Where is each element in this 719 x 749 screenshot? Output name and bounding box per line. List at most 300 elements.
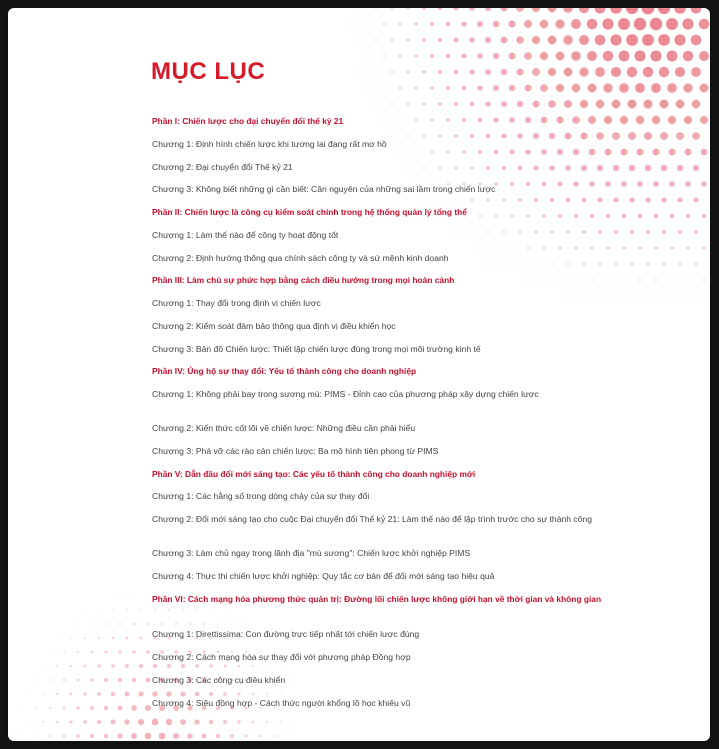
halftone-dot [145,733,151,739]
halftone-dot [56,721,59,724]
halftone-dot [77,651,79,653]
halftone-dot [661,197,666,202]
toc-chapter: Chương 2: Đổi mới sáng tạo cho cuộc Đại chuyển đổi Thế kỷ 21: Làm thế nào để lập trình trước cho sự thành công [152,514,593,524]
halftone-dot [663,295,665,297]
halftone-dot [430,86,434,90]
halftone-dot [415,87,418,90]
halftone-dot [541,149,547,155]
halftone-dot [494,150,498,154]
halftone-dot [603,83,612,92]
halftone-dot [516,36,523,43]
halftone-dot [501,37,508,44]
toc-chapter: Chương 1: Không phải bay trong sương mù: PIMS - Đỉnh cao của phương pháp xây dựng chiến lược [152,389,539,399]
halftone-dot [375,8,377,9]
halftone-dot [590,246,593,249]
halftone-dot [495,247,497,249]
halftone-dot [651,83,661,93]
halftone-dot [438,38,442,42]
halftone-dot [571,51,580,60]
halftone-dot [49,707,51,709]
toc-part: Phần IV: Ủng hộ sự thay đổi: Yếu tố thành công cho doanh nghiệp [152,366,417,376]
halftone-dot [76,706,79,709]
halftone-dot [650,18,662,30]
halftone-dot [173,733,179,739]
halftone-dot [622,214,627,219]
halftone-dot [438,102,442,106]
halftone-dot [131,733,137,739]
halftone-dot [28,721,29,722]
halftone-dot [501,8,508,11]
halftone-dot [119,623,121,625]
halftone-dot [98,609,99,610]
halftone-dot [516,68,523,75]
halftone-dot [667,51,678,62]
halftone-dot [383,23,385,25]
halftone-dot [629,197,634,202]
halftone-dot [181,664,185,668]
halftone-dot [556,84,564,92]
halftone-dot [699,19,710,30]
halftone-dot [42,721,44,723]
halftone-dot [676,100,685,109]
halftone-dot [524,84,531,91]
halftone-dot [414,22,417,25]
halftone-dot [470,134,474,138]
halftone-dot [97,692,101,696]
halftone-dot [231,623,233,625]
halftone-dot [650,50,661,61]
halftone-dot [461,53,466,58]
halftone-dot [166,691,171,696]
halftone-dot [669,181,675,187]
halftone-dot [589,149,596,156]
halftone-dot [575,247,578,250]
halftone-dot [631,263,634,266]
halftone-dot [477,85,482,90]
halftone-dot [56,665,58,667]
halftone-dot [619,83,629,93]
halftone-dot [266,665,268,667]
halftone-dot [488,264,489,265]
halftone-dot [679,295,680,296]
toc-chapter: Chương 1: Direttissima: Con đường trực tiếp nhất tới chiến lược đúng [152,629,420,639]
halftone-dot [35,707,37,709]
halftone-dot [454,102,458,106]
halftone-dot [659,67,669,77]
halftone-dot [223,692,227,696]
halftone-dot [359,8,360,9]
halftone-dot [195,664,199,668]
halftone-dot [571,19,581,29]
halftone-dot [180,691,185,696]
halftone-dot [602,18,613,29]
halftone-dot [430,22,434,26]
toc-chapter: Chương 3: Làm chủ ngay trong lãnh địa "mù sương": Chiến lược khởi nghiệp PIMS [152,548,471,558]
halftone-dot [622,246,625,249]
halftone-dot [105,623,107,625]
halftone-dot [461,21,466,26]
halftone-dot [438,8,442,10]
halftone-dot [244,734,247,737]
halftone-dot [638,246,641,249]
halftone-dot [407,103,409,105]
halftone-dot [621,181,627,187]
halftone-dot [56,637,57,638]
halftone-dot [686,246,689,249]
halftone-dot [674,8,686,14]
halftone-dot [447,151,450,154]
halftone-dot [615,263,618,266]
toc-chapter: Chương 2: Kiến thức cốt lõi về chiến lược: Những điều cần phải hiểu [152,423,416,433]
halftone-dot [28,693,29,694]
halftone-dot [439,199,441,201]
halftone-dot [152,691,157,696]
halftone-dot [508,20,515,27]
toc-chapter: Chương 3: Phá vỡ các rào cản chiến lược: Ba mô hình tiên phong từ PIMS [152,446,439,456]
halftone-dot [77,679,80,682]
halftone-dot [682,18,693,29]
halftone-dot [635,83,645,93]
halftone-dot [280,665,281,666]
halftone-dot [132,650,136,654]
halftone-dot [83,720,87,724]
halftone-dot [555,19,564,28]
halftone-dot [97,720,101,724]
halftone-dot [414,54,417,57]
halftone-dot [209,720,214,725]
halftone-dot [216,734,220,738]
halftone-dot [687,279,689,281]
halftone-dot [502,198,505,201]
halftone-dot [42,693,44,695]
halftone-dot [159,733,166,740]
halftone-dot [501,69,507,75]
halftone-dot [694,230,698,234]
halftone-dot [647,263,650,266]
halftone-dot [166,719,172,725]
halftone-dot [146,678,151,683]
halftone-dot [210,609,211,610]
toc-page [8,8,710,741]
halftone-dot [501,133,506,138]
halftone-dot [685,149,692,156]
halftone-dot [548,36,557,45]
halftone-dot [629,165,635,171]
halftone-dot [367,87,368,88]
halftone-dot [691,8,702,13]
halftone-dot [533,101,540,108]
halftone-dot [548,68,556,76]
halftone-dot [112,637,115,640]
halftone-dot [692,100,701,109]
halftone-dot [595,67,605,77]
halftone-dot [661,165,667,171]
halftone-dot [686,214,690,218]
halftone-dot [559,247,562,250]
halftone-dot [111,720,116,725]
toc-part: Phần II: Chiến lược là công cụ kiểm soát chính trong hệ thống quản lý tổng thể [152,207,467,217]
halftone-dot [63,651,65,653]
halftone-dot [359,71,360,72]
halftone-dot [84,637,86,639]
halftone-dot [678,230,682,234]
halftone-dot [532,8,540,12]
halftone-dot [462,86,467,91]
halftone-dot [203,623,205,625]
halftone-dot [612,100,621,109]
toc-chapter: Chương 3: Các công cụ điều khiển [152,675,286,685]
halftone-dot [375,39,377,41]
halftone-dot [596,100,605,109]
halftone-dot [695,263,698,266]
halftone-dot [139,664,143,668]
halftone-dot [133,623,135,625]
halftone-dot [503,263,504,264]
halftone-dot [63,735,66,738]
halftone-dot [391,103,393,105]
halftone-dot [583,295,584,296]
halftone-dot [84,609,85,610]
halftone-dot [670,246,673,249]
halftone-dot [654,214,659,219]
halftone-dot [550,198,554,202]
halftone-dot [252,665,254,667]
halftone-dot [580,100,588,108]
halftone-dot [534,198,538,202]
halftone-dot [280,693,282,695]
halftone-dot [469,37,475,43]
halftone-dot [614,230,618,234]
halftone-dot [699,51,709,61]
halftone-dot [493,53,499,59]
halftone-dot [610,34,621,45]
halftone-dot [509,53,516,60]
halftone-dot [626,34,638,46]
halftone-dot [104,706,109,711]
halftone-dot [422,38,426,42]
halftone-dot [692,132,699,139]
toc-chapter: Chương 2: Cách mạng hóa sự thay đổi với phương pháp Đồng hợp [152,652,411,662]
halftone-dot [391,39,393,41]
halftone-dot [209,664,212,667]
halftone-dot [423,199,424,200]
halftone-dot [454,70,459,75]
halftone-dot [485,101,490,106]
halftone-dot [168,609,170,611]
halftone-dot [478,150,482,154]
halftone-dot [146,650,150,654]
halftone-dot [701,149,708,156]
halftone-dot [273,735,275,737]
halftone-dot [70,693,73,696]
halftone-dot [598,198,603,203]
halftone-dot [643,67,653,77]
halftone-dot [83,692,86,695]
halftone-dot [636,116,644,124]
halftone-dot [610,8,622,14]
page-title: MỤC LỤC [151,58,266,85]
halftone-dot [49,735,51,737]
halftone-dot [118,650,121,653]
halftone-dot [152,719,159,726]
halftone-dot [645,165,651,171]
toc-chapter: Chương 4: Thực thi chiến lược khởi nghiệp: Quy tắc cơ bản để đổi mới sáng tạo hiệu quả [152,571,495,581]
halftone-dot [486,134,491,139]
halftone-dot [117,733,122,738]
halftone-dot [556,52,565,61]
halftone-dot [407,135,409,137]
halftone-dot [595,35,606,46]
halftone-dot [111,692,116,697]
halftone-dot [391,135,392,136]
halftone-dot [634,18,646,30]
halftone-dot [603,51,613,61]
halftone-dot [42,665,43,666]
halftone-dot [702,246,705,249]
halftone-dot [125,664,129,668]
halftone-dot [70,665,72,667]
halftone-dot [105,651,108,654]
halftone-dot [187,733,193,739]
halftone-dot [245,623,246,624]
halftone-dot [375,71,377,73]
halftone-dot [582,198,587,203]
halftone-dot [479,247,480,248]
halftone-dot [21,707,22,708]
halftone-dot [623,279,625,281]
halftone-dot [630,230,634,234]
halftone-dot [509,85,515,91]
halftone-dot [639,279,641,281]
halftone-dot [511,247,513,249]
halftone-dot [652,116,660,124]
halftone-dot [645,197,650,202]
halftone-dot [462,150,465,153]
halftone-dot [112,609,114,611]
halftone-dot [702,214,706,218]
halftone-dot [90,706,94,710]
halftone-dot [642,8,655,14]
halftone-dot [605,149,612,156]
halftone-dot [138,719,144,725]
halftone-dot [700,84,709,93]
halftone-dot [636,148,643,155]
halftone-dot [524,52,532,60]
halftone-dot [666,18,678,30]
halftone-dot [259,735,262,738]
halftone-dot [399,87,401,89]
halftone-dot [470,102,475,107]
halftone-dot [153,664,157,668]
halftone-dot [238,665,241,668]
halftone-dot [294,721,295,722]
halftone-dot [399,55,402,58]
halftone-dot [454,134,458,138]
halftone-dot [391,71,393,73]
halftone-dot [693,165,699,171]
halftone-dot [587,51,597,61]
halftone-dot [438,70,442,74]
halftone-dot [679,263,682,266]
halftone-dot [167,664,171,668]
halftone-dot [564,68,573,77]
halftone-dot [668,116,676,124]
halftone-dot [548,100,555,107]
halftone-dot [615,295,616,296]
halftone-dot [423,135,426,138]
halftone-dot [124,719,130,725]
halftone-dot [145,705,151,711]
halftone-dot [548,8,557,12]
halftone-dot [667,83,677,93]
halftone-dot [69,720,72,723]
halftone-dot [683,83,692,92]
halftone-dot [209,692,213,696]
halftone-dot [642,34,654,46]
toc-chapter: Chương 3: Không biết những gì cần biết: Căn nguyên của những sai lầm trong chiến lược [152,184,496,194]
halftone-dot [140,637,143,640]
halftone-dot [631,295,633,297]
halftone-dot [194,719,199,724]
halftone-dot [280,721,282,723]
halftone-dot [375,103,376,104]
halftone-dot [668,148,675,155]
halftone-dot [606,246,609,249]
halftone-dot [620,116,628,124]
halftone-dot [182,609,184,611]
halftone-dot [485,69,491,75]
halftone-dot [611,67,621,77]
halftone-dot [446,22,451,27]
halftone-dot [21,735,22,736]
halftone-dot [564,100,572,108]
halftone-dot [540,52,548,60]
toc-chapter: Chương 1: Làm thế nào để công ty hoạt động tốt [152,230,339,240]
halftone-dot [266,721,268,723]
halftone-dot [660,132,668,140]
halftone-dot [90,734,94,738]
toc-chapter: Chương 1: Thay đổi trong định vị chiến lược [152,298,321,308]
halftone-dot [49,679,51,681]
halftone-dot [266,693,268,695]
halftone-dot [70,637,72,639]
toc-chapter: Chương 2: Đại chuyển đổi Thế kỷ 21 [152,162,293,172]
halftone-dot [540,84,548,92]
halftone-dot [422,8,426,10]
halftone-dot [224,609,225,610]
halftone-dot [91,651,94,654]
halftone-dot [579,35,589,45]
halftone-dot [180,719,186,725]
halftone-dot [517,133,523,139]
halftone-dot [691,67,701,77]
halftone-dot [454,38,459,43]
toc-part: Phần III: Làm chủ sự phức hợp bằng cách điều hướng trong mọi hoàn cảnh [152,275,455,285]
halftone-dot [662,230,666,234]
halftone-dot [663,263,666,266]
halftone-dot [383,55,385,57]
halftone-dot [658,34,670,46]
halftone-dot [161,623,163,625]
halftone-dot [627,67,637,77]
halftone-dot [77,623,78,624]
halftone-dot [652,148,659,155]
toc-part: Phần V: Dẫn đầu đổi mới sáng tạo: Các yếu tố thành công cho doanh nghiệp mới [152,469,476,479]
halftone-dot [133,595,134,596]
halftone-dot [677,165,683,171]
halftone-dot [563,35,572,44]
halftone-dot [579,67,588,76]
